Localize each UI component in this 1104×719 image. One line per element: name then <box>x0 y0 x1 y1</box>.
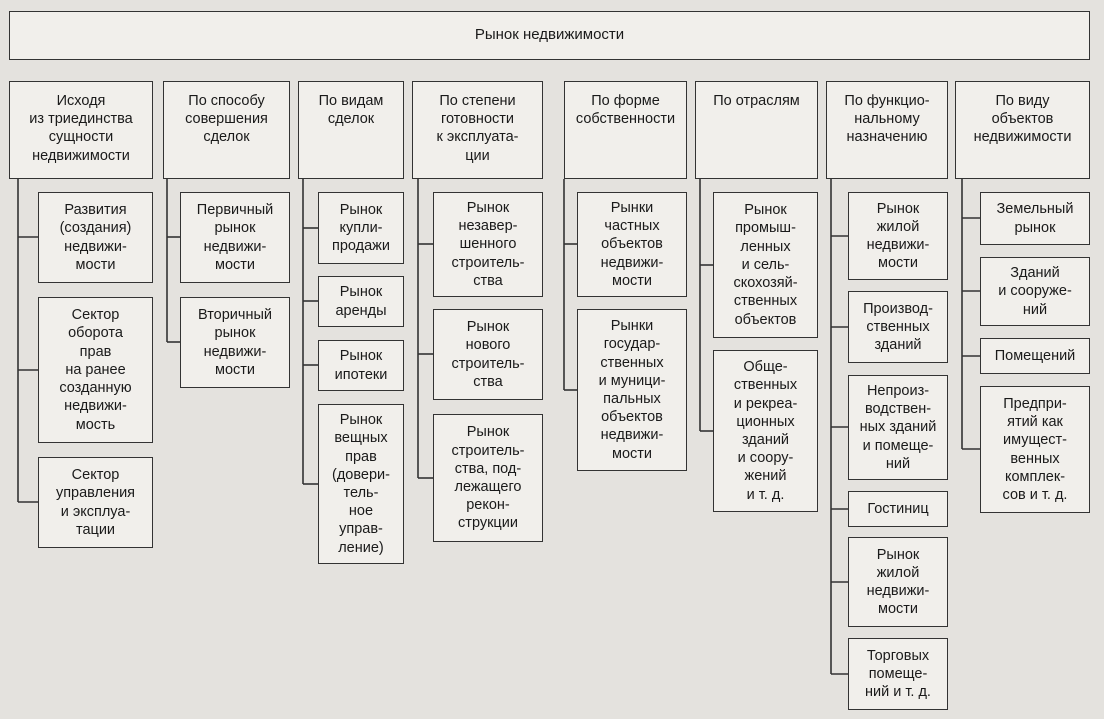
category-box-1-3: Сектор управления и эксплуа- тации <box>38 457 153 548</box>
category-box-8-1: Земельный рынок <box>980 192 1090 245</box>
category-box-7-3: Непроиз- водствен- ных зданий и помеще- ний <box>848 375 948 480</box>
column-header-6: По отраслям <box>695 81 818 179</box>
category-box-8-3: Помещений <box>980 338 1090 374</box>
column-header-8: По виду объектов недвижимости <box>955 81 1090 179</box>
category-box-7-2: Производ- ственных зданий <box>848 291 948 363</box>
category-box-3-4: Рынок вещных прав (довери- тель- ное управ- ление) <box>318 404 404 564</box>
category-box-7-6: Торговых помеще- ний и т. д. <box>848 638 948 710</box>
category-box-5-2: Рынки государ- ственных и муници- пальных объектов недвижи- мости <box>577 309 687 471</box>
category-box-7-4: Гостиниц <box>848 491 948 527</box>
column-header-5: По форме собственности <box>564 81 687 179</box>
column-header-1: Исходя из триединства сущности недвижимости <box>9 81 153 179</box>
category-box-2-1: Первичный рынок недвижи- мости <box>180 192 290 283</box>
column-header-3: По видам сделок <box>298 81 404 179</box>
category-box-2-2: Вторичный рынок недвижи- мости <box>180 297 290 388</box>
category-box-7-5: Рынок жилой недвижи- мости <box>848 537 948 627</box>
category-box-1-1: Развития (создания) недвижи- мости <box>38 192 153 283</box>
column-header-7: По функцио- нальному назначению <box>826 81 948 179</box>
category-box-4-2: Рынок нового строитель- ства <box>433 309 543 400</box>
category-box-7-1: Рынок жилой недвижи- мости <box>848 192 948 280</box>
category-box-4-3: Рынок строитель- ства, под- лежащего рекон- струкции <box>433 414 543 542</box>
category-box-6-1: Рынок промыш- ленных и сель- скохозяй- ственных объектов <box>713 192 818 338</box>
category-box-1-2: Сектор оборота прав на ранее созданную недвижи- мость <box>38 297 153 443</box>
category-box-3-3: Рынок ипотеки <box>318 340 404 391</box>
column-header-2: По способу совершения сделок <box>163 81 290 179</box>
category-box-4-1: Рынок незавер- шенного строитель- ства <box>433 192 543 297</box>
category-box-8-4: Предпри- ятий как имущест- венных комплек- сов и т. д. <box>980 386 1090 513</box>
category-box-3-2: Рынок аренды <box>318 276 404 327</box>
category-box-8-2: Зданий и сооруже- ний <box>980 257 1090 326</box>
category-box-6-2: Обще- ственных и рекреа- ционных зданий и соору- жений и т. д. <box>713 350 818 512</box>
diagram-title: Рынок недвижимости <box>9 11 1090 60</box>
category-box-3-1: Рынок купли- продажи <box>318 192 404 264</box>
category-box-5-1: Рынки частных объектов недвижи- мости <box>577 192 687 297</box>
column-header-4: По степени готовности к эксплуата- ции <box>412 81 543 179</box>
